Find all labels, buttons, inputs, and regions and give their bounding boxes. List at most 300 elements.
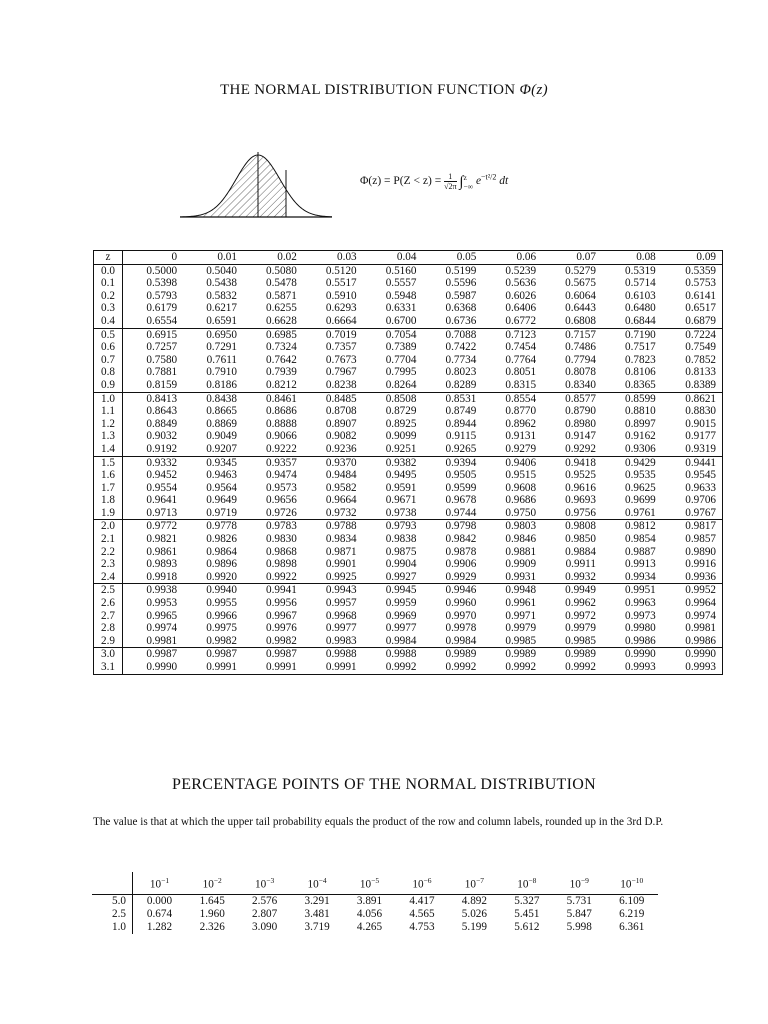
row-label: 1.0 xyxy=(92,921,133,934)
table-cell: 0.9484 xyxy=(325,469,357,482)
page-title xyxy=(0,82,768,99)
table-cell: 0.8413 xyxy=(146,392,178,405)
table-cell: 0.8078 xyxy=(565,366,596,379)
table-cell: 0.9265 xyxy=(445,442,477,455)
column-header xyxy=(501,872,553,894)
table-cell: 0.7019 xyxy=(325,328,357,341)
table-cell: 0.8944 xyxy=(445,417,477,430)
table-cell: 0.9535 xyxy=(625,469,656,482)
table-cell: 0.7257 xyxy=(146,341,178,354)
table-cell: 0.9693 xyxy=(565,494,596,507)
table-cell: 0.9881 xyxy=(505,545,537,558)
table-cell: 0.9772 xyxy=(146,520,178,533)
table-cell: 0.9817 xyxy=(685,520,716,533)
table-cell: 0.8531 xyxy=(445,392,477,405)
table-cell: 0.9965 xyxy=(146,609,178,622)
table-row xyxy=(94,341,723,354)
row-label: 2.4 xyxy=(94,571,123,584)
table-cell: 0.9732 xyxy=(325,506,357,519)
table-cell: 0.9989 xyxy=(565,648,596,661)
row-label: 0.8 xyxy=(94,366,123,379)
column-header-base: 10 xyxy=(464,878,476,891)
table-cell: 0.9015 xyxy=(685,417,716,430)
corner-cell xyxy=(92,872,133,894)
table-cell: 2.807 xyxy=(252,907,278,920)
table-cell: 0.8708 xyxy=(325,405,357,418)
column-header-base: 10 xyxy=(517,878,529,891)
table-cell: 2.326 xyxy=(199,920,225,933)
table-cell: 0.5040 xyxy=(206,264,237,277)
table-cell: 0.9222 xyxy=(266,442,297,455)
table-cell: 0.9778 xyxy=(206,520,237,533)
table-cell: 5.612 xyxy=(514,920,540,933)
table-cell: 0.9370 xyxy=(325,456,357,469)
table-cell: 0.7734 xyxy=(445,353,477,366)
table-cell: 0.8106 xyxy=(625,366,656,379)
table-cell: 0.9345 xyxy=(206,456,237,469)
table-cell: 0.9896 xyxy=(206,558,237,571)
formula-dt: dt xyxy=(499,175,509,188)
table-cell: 0.9991 xyxy=(206,661,237,673)
table-cell: 4.753 xyxy=(409,920,435,933)
table-cell: 0.9982 xyxy=(266,634,297,647)
column-header xyxy=(553,872,605,894)
table-cell: 0.9554 xyxy=(146,481,178,494)
row-label: 0.5 xyxy=(94,328,123,341)
table-cell: 0.9761 xyxy=(625,506,656,519)
row-label: 0.2 xyxy=(94,290,123,303)
table-cell: 0.6406 xyxy=(505,302,537,315)
row-label: 0.3 xyxy=(94,302,123,315)
table-cell: 0.8599 xyxy=(625,392,656,405)
table-cell: 0.5832 xyxy=(206,289,237,302)
table-cell: 0.9515 xyxy=(505,469,537,482)
table-cell: 3.891 xyxy=(356,894,383,907)
table-cell: 0.6700 xyxy=(385,314,417,327)
table-cell: 0.7823 xyxy=(625,353,656,366)
table-cell: 0.9968 xyxy=(325,609,357,622)
formula-base: e xyxy=(475,175,482,188)
table-cell: 0.9916 xyxy=(685,558,716,571)
table-cell: 0.6772 xyxy=(505,314,537,327)
table-cell: 0.7549 xyxy=(685,341,716,354)
table-cell: 4.417 xyxy=(409,894,435,907)
table-cell: 0.9957 xyxy=(325,597,357,610)
table-cell: 0.9963 xyxy=(625,597,656,610)
table-cell: 0.7611 xyxy=(206,353,237,366)
table-cell: 0.5000 xyxy=(146,264,178,277)
table-cell: 0.6064 xyxy=(565,289,596,302)
table-cell: 0.9525 xyxy=(565,469,596,482)
table-row xyxy=(94,571,723,584)
row-label: 2.1 xyxy=(94,533,123,546)
table-cell: 5.199 xyxy=(461,920,487,933)
table-row xyxy=(94,366,723,379)
table-cell: 0.5596 xyxy=(445,277,477,290)
table-cell: 0.7910 xyxy=(206,366,237,379)
column-header-exponent: −6 xyxy=(423,876,432,885)
column-header xyxy=(448,872,500,894)
table-cell: 0.6480 xyxy=(625,302,656,315)
table-cell: 6.109 xyxy=(619,894,645,907)
table-cell: 0.7881 xyxy=(146,366,178,379)
table-cell: 0.9573 xyxy=(266,481,297,494)
table-cell: 0.9940 xyxy=(206,584,237,597)
column-header-exponent: −4 xyxy=(318,876,327,885)
section-title: PERCENTAGE POINTS OF THE NORMAL DISTRIBUTION xyxy=(172,776,596,793)
table-cell: 0.6736 xyxy=(445,314,477,327)
table-cell: 0.9993 xyxy=(685,661,716,673)
table-cell: 0.9961 xyxy=(505,597,537,610)
table-cell: 0.9929 xyxy=(445,570,477,583)
table-cell: 0.9982 xyxy=(206,634,237,647)
table-cell: 0.9236 xyxy=(325,442,357,455)
table-cell: 0.8365 xyxy=(625,378,656,391)
table-cell: 0.8508 xyxy=(385,392,417,405)
table-row xyxy=(94,277,723,290)
column-header-base: 10 xyxy=(149,878,162,891)
table-row xyxy=(94,379,723,392)
table-cell: 0.9987 xyxy=(146,648,178,661)
table-cell: 0.5910 xyxy=(325,289,357,302)
table-cell: 0.9890 xyxy=(685,545,716,558)
table-cell: 4.892 xyxy=(461,894,487,907)
table-cell: 0.9495 xyxy=(385,469,417,482)
row-label: 0.4 xyxy=(94,315,123,328)
table-cell: 0.9842 xyxy=(445,533,477,546)
table-cell: 0.9505 xyxy=(445,469,477,482)
table-cell: 0.9975 xyxy=(206,622,237,635)
table-cell: 0.9893 xyxy=(146,558,178,571)
table-row xyxy=(94,430,723,443)
table-cell: 0.9429 xyxy=(625,456,656,469)
table-cell: 0.9970 xyxy=(445,609,477,622)
row-label: 1.6 xyxy=(94,469,123,482)
table-cell: 0.9918 xyxy=(146,570,178,583)
table-cell: 0.9582 xyxy=(325,481,357,494)
table-cell: 0.9719 xyxy=(206,506,237,519)
table-cell: 0.9901 xyxy=(325,558,357,571)
table-cell: 0.9115 xyxy=(445,430,477,443)
table-cell: 0.9936 xyxy=(685,570,716,583)
row-label: 0.6 xyxy=(94,341,123,354)
table-cell: 0.8461 xyxy=(266,392,297,405)
table-row xyxy=(94,610,723,623)
table-cell: 0.7794 xyxy=(565,353,596,366)
row-label: 1.2 xyxy=(94,418,123,431)
table-cell: 0.5319 xyxy=(625,264,656,277)
column-header-base: 10 xyxy=(569,878,581,891)
table-cell: 0.9992 xyxy=(445,661,477,673)
table-cell: 0.9945 xyxy=(385,584,417,597)
table-cell: 0.9641 xyxy=(146,494,178,507)
description-text: The value is that at which the upper tail probability equals the product of the row and column labels, rounded up in the 3rd D.P. xyxy=(93,816,664,828)
table-cell: 6.219 xyxy=(619,907,645,920)
table-cell: 0.9976 xyxy=(266,622,297,635)
table-cell: 0.9803 xyxy=(505,520,537,533)
table-cell: 0.7157 xyxy=(565,328,596,341)
table-cell: 0.9991 xyxy=(266,661,297,673)
column-header xyxy=(605,872,658,894)
table-cell: 0.9931 xyxy=(505,570,537,583)
table-cell: 0.9993 xyxy=(625,661,656,673)
table-cell: 4.056 xyxy=(356,907,383,920)
table-cell: 0.7642 xyxy=(266,353,297,366)
column-header-base: 10 xyxy=(307,878,319,891)
table-cell: 0.9898 xyxy=(266,558,297,571)
table-cell: 0.8888 xyxy=(266,417,297,430)
table-cell: 0.9980 xyxy=(625,622,656,635)
table-cell: 0.9633 xyxy=(685,481,716,494)
table-cell: 0.8665 xyxy=(206,405,237,418)
table-cell: 0.7357 xyxy=(325,341,357,354)
table-cell: 3.291 xyxy=(304,894,330,907)
table-cell: 0.9463 xyxy=(206,469,237,482)
column-header-exponent: −2 xyxy=(213,876,222,885)
table-cell: 0.5478 xyxy=(266,277,297,290)
table-cell: 5.731 xyxy=(566,894,592,907)
table-cell: 0.7486 xyxy=(565,341,596,354)
table-cell: 0.8289 xyxy=(445,378,477,391)
table-row xyxy=(94,328,723,341)
table-cell: 0.9973 xyxy=(625,609,656,622)
table-row xyxy=(94,302,723,315)
table-cell: 0.9964 xyxy=(685,597,716,610)
table-cell: 0.9788 xyxy=(325,520,357,533)
table-cell: 0.9955 xyxy=(206,597,237,610)
table-cell: 0.9846 xyxy=(505,533,537,546)
table-cell: 0.9952 xyxy=(685,584,716,597)
table-cell: 0.9943 xyxy=(325,584,357,597)
table-cell: 0.8907 xyxy=(325,417,357,430)
row-label: 1.1 xyxy=(94,405,123,418)
integral-upper: z xyxy=(463,172,467,182)
formula-lhs: Φ(z) = P(Z < z) = xyxy=(360,175,442,188)
formula-frac-num: 1 xyxy=(444,172,456,182)
table-cell: 0.9207 xyxy=(206,442,237,455)
table-cell: 0.9911 xyxy=(565,558,596,571)
column-header-base: 10 xyxy=(620,878,632,891)
table-cell: 0.9812 xyxy=(625,520,656,533)
column-header: 0 xyxy=(171,251,178,263)
table-cell: 0.5398 xyxy=(146,277,178,290)
table-cell: 0.6664 xyxy=(325,314,357,327)
table-cell: 0.8962 xyxy=(505,417,537,430)
table-cell: 4.265 xyxy=(356,920,383,933)
table-cell: 0.9826 xyxy=(206,533,237,546)
table-cell: 5.026 xyxy=(461,907,487,920)
table-cell: 0.5438 xyxy=(206,277,237,290)
table-cell: 0.5239 xyxy=(505,264,537,277)
table-cell: 0.6554 xyxy=(146,314,178,327)
table-cell: 0.8340 xyxy=(565,378,596,391)
table-cell: 0.8264 xyxy=(385,378,417,391)
table-cell: 0.5714 xyxy=(625,277,656,290)
table-cell: 0.9974 xyxy=(146,622,178,635)
table-row xyxy=(94,597,723,610)
column-header-base: 10 xyxy=(202,878,214,891)
table-cell: 0.7967 xyxy=(325,366,357,379)
table-cell: 0.6628 xyxy=(266,314,297,327)
table-cell: 0.9887 xyxy=(625,545,656,558)
table-cell: 0.9706 xyxy=(685,494,716,507)
table-cell: 0.8810 xyxy=(625,405,656,418)
table-cell: 0.8749 xyxy=(445,405,477,418)
formula-fraction xyxy=(444,172,456,191)
table-row xyxy=(94,533,723,546)
table-cell: 5.451 xyxy=(514,907,540,920)
column-header xyxy=(133,872,186,894)
table-cell: 0.8315 xyxy=(505,378,537,391)
table-cell: 0.6443 xyxy=(565,302,596,315)
column-header: 0.07 xyxy=(576,251,596,263)
table-cell: 0.9969 xyxy=(385,609,417,622)
formula-frac-den: √2π xyxy=(444,182,457,191)
table-cell: 0.9608 xyxy=(505,481,537,494)
table-cell: 0.9992 xyxy=(385,661,417,673)
table-cell: 0.9251 xyxy=(385,442,417,455)
table-row xyxy=(94,469,723,482)
table-cell: 0.9971 xyxy=(505,609,537,622)
row-label: 1.3 xyxy=(94,430,123,443)
table-cell: 0.8729 xyxy=(385,405,417,418)
table-cell: 0.8770 xyxy=(505,405,537,418)
table-cell: 0.9988 xyxy=(385,648,417,661)
table-row xyxy=(94,546,723,559)
column-header-exponent: −7 xyxy=(475,876,484,885)
table-row xyxy=(94,494,723,507)
table-cell: 0.9949 xyxy=(565,584,596,597)
table-cell: 0.6026 xyxy=(505,289,537,302)
table-cell: 0.9798 xyxy=(445,520,477,533)
table-cell: 0.5636 xyxy=(505,277,537,290)
table-cell: 0.9591 xyxy=(385,481,417,494)
column-header: 0.04 xyxy=(396,251,417,263)
table-cell: 0.9977 xyxy=(385,622,417,635)
table-cell: 0.9934 xyxy=(625,570,656,583)
table-cell: 0.9972 xyxy=(565,609,596,622)
row-label: 3.1 xyxy=(94,661,123,674)
table-cell: 0.9793 xyxy=(385,520,417,533)
column-header: 0.05 xyxy=(456,251,477,263)
table-cell: 0.9279 xyxy=(505,442,537,455)
table-row xyxy=(94,661,723,674)
table-cell: 0.9664 xyxy=(325,494,357,507)
column-header-base: 10 xyxy=(255,878,267,891)
table-cell: 0.9948 xyxy=(505,584,537,597)
table-cell: 0.9357 xyxy=(266,456,297,469)
table-cell: 0.5753 xyxy=(685,277,716,290)
table-cell: 0.7291 xyxy=(206,341,237,354)
table-cell: 0.9884 xyxy=(565,545,596,558)
table-cell: 0.9744 xyxy=(445,506,477,519)
table-cell: 0.7517 xyxy=(625,341,656,354)
table-cell: 0.8485 xyxy=(325,392,357,405)
table-cell: 0.9678 xyxy=(445,494,477,507)
formula-exponent: −t²/2 xyxy=(481,172,497,182)
table-cell: 0.7190 xyxy=(625,328,656,341)
table-cell: 0.6103 xyxy=(625,289,656,302)
table-cell: 0.9992 xyxy=(565,661,596,673)
column-header-exponent: −9 xyxy=(580,876,589,885)
table-cell: 0.8643 xyxy=(146,405,178,418)
table-cell: 0.8849 xyxy=(146,417,178,430)
column-header: 0.03 xyxy=(337,251,357,263)
table-cell: 0.7123 xyxy=(505,328,537,341)
table-cell: 0.9292 xyxy=(565,442,596,455)
table-cell: 0.9726 xyxy=(266,506,297,519)
table-cell: 0.8186 xyxy=(206,378,237,391)
table-row xyxy=(92,894,658,908)
table-row xyxy=(94,392,723,405)
table-cell: 0.9978 xyxy=(445,622,477,635)
table-cell: 0.5557 xyxy=(385,277,417,290)
table-row xyxy=(94,520,723,533)
table-cell: 1.282 xyxy=(146,920,173,933)
table-cell: 0.6985 xyxy=(266,328,297,341)
table-cell: 0.9649 xyxy=(206,494,237,507)
table-row xyxy=(94,315,723,328)
table-cell: 0.9699 xyxy=(625,494,656,507)
table-cell: 0.9671 xyxy=(385,494,417,507)
table-cell: 0.7389 xyxy=(385,341,417,354)
column-header-z: z xyxy=(94,251,123,265)
row-label: 2.6 xyxy=(94,597,123,610)
table-cell: 0.9382 xyxy=(385,456,417,469)
table-row xyxy=(92,908,658,921)
table-cell: 0.9986 xyxy=(685,634,716,647)
table-cell: 0.9850 xyxy=(565,533,596,546)
table-cell: 0.9938 xyxy=(146,584,178,597)
table-cell: 0.9932 xyxy=(565,570,596,583)
normal-curve-diagram xyxy=(178,150,338,222)
row-label: 0.1 xyxy=(94,277,123,290)
table-cell: 0.6217 xyxy=(206,302,237,315)
column-header: 0.02 xyxy=(277,251,297,263)
table-cell: 0.9981 xyxy=(685,622,716,635)
row-label: 2.2 xyxy=(94,546,123,559)
table-cell: 0.9989 xyxy=(505,648,537,661)
table-cell: 0.9686 xyxy=(505,494,537,507)
table-cell: 0.000 xyxy=(146,894,173,907)
table-cell: 0.9984 xyxy=(385,634,417,647)
column-header: 0.01 xyxy=(217,251,237,263)
table-cell: 0.9904 xyxy=(385,558,417,571)
table-cell: 0.9441 xyxy=(685,456,716,469)
table-cell: 0.9990 xyxy=(625,648,656,661)
table-cell: 0.9990 xyxy=(146,661,178,673)
percentage-points-table xyxy=(92,872,658,934)
table-cell: 0.9927 xyxy=(385,570,417,583)
table-cell: 0.9977 xyxy=(325,622,357,635)
column-header xyxy=(343,872,395,894)
table-row xyxy=(94,418,723,431)
table-cell: 0.8023 xyxy=(445,366,477,379)
row-label: 5.0 xyxy=(92,894,133,908)
table-cell: 0.8133 xyxy=(685,366,716,379)
page-title-text: THE NORMAL DISTRIBUTION FUNCTION xyxy=(220,82,516,98)
table-cell: 0.9868 xyxy=(266,545,297,558)
table-cell: 0.9983 xyxy=(325,634,357,647)
normal-cdf-table xyxy=(93,250,723,675)
column-header xyxy=(238,872,290,894)
table-cell: 0.9783 xyxy=(266,520,297,533)
table-cell: 0.7580 xyxy=(146,353,178,366)
table-cell: 0.9966 xyxy=(206,609,237,622)
table-cell: 0.6141 xyxy=(685,289,716,302)
table-cell: 0.9962 xyxy=(565,597,596,610)
table-cell: 0.6879 xyxy=(685,314,716,327)
